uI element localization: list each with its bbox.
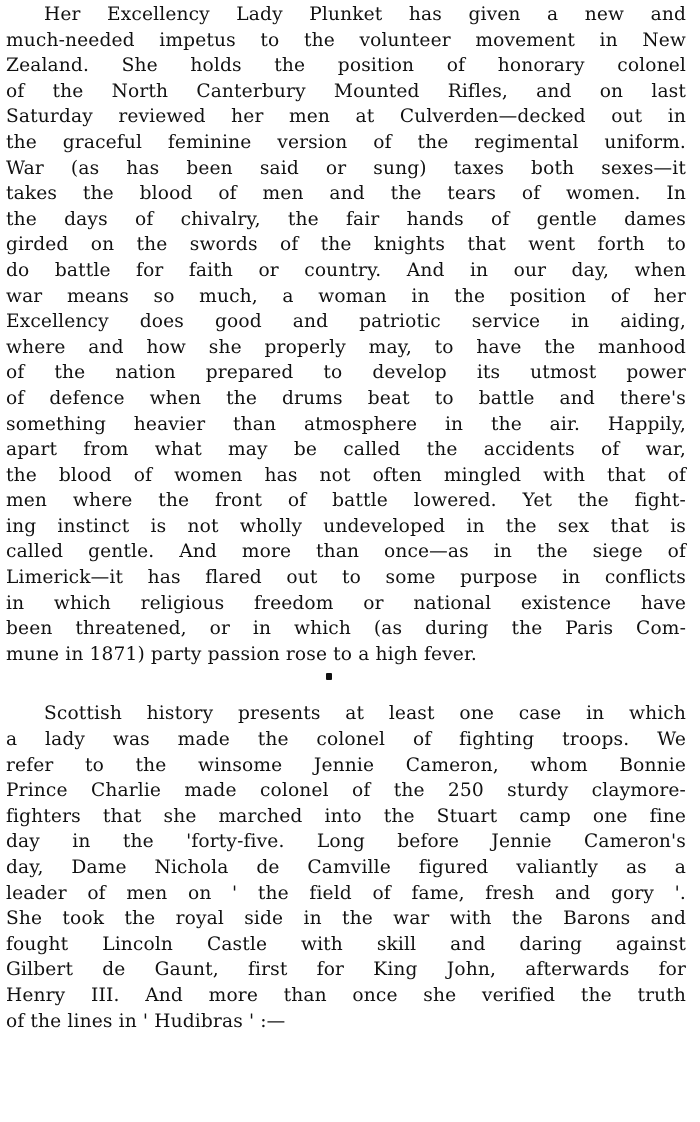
text-line: Gilbert de Gaunt, first for King John, afterwards for (6, 959, 686, 981)
text-line: day, Dame Nichola de Camville figured valiantly as a (6, 857, 686, 878)
text-line: the graceful feminine version of the regimental uniform. (6, 131, 686, 153)
text-line: something heavier than atmosphere in the air. Happily, (6, 413, 686, 435)
text-line: much-needed impetus to the volunteer movement in New (6, 29, 686, 51)
text-line: a lady was made the colonel of fighting troops. We (6, 729, 686, 751)
text-line: the blood of women has not often mingled with that of (6, 464, 686, 486)
text-line: Henry III. And more than once she verified the truth (6, 984, 686, 1006)
text-line: do battle for faith or country. And in our day, when (6, 259, 686, 281)
text-line: men where the front of battle lowered. Yet the fight- (6, 490, 686, 512)
text-line: ing instinct is not wholly undeveloped in the sex that is (6, 515, 686, 537)
text-line: Excellency does good and patriotic service in aiding, (6, 311, 686, 333)
text-line: of the lines in ' Hudibras ' :— (6, 1010, 286, 1032)
text-line: apart from what may be called the accidents of war, (6, 439, 686, 461)
text-line: Zealand. She holds the position of honorary colonel (6, 55, 686, 77)
text-line: fought Lincoln Castle with skill and daring against (6, 933, 686, 955)
text-line: called gentle. And more than once—as in the siege of (6, 541, 686, 563)
text-line: war means so much, a woman in the position of her (6, 285, 686, 307)
text-line: day in the 'forty-five. Long before Jennie Cameron's (6, 831, 686, 853)
text-line: where and how she properly may, to have the manhood (6, 336, 686, 358)
text-line: of defence when the drums beat to battle and there's (6, 387, 686, 409)
text-line: Limerick—it has flared out to some purpose in conflicts (6, 567, 686, 589)
text-line: of the nation prepared to develop its utmost power (6, 362, 686, 384)
text-line: Saturday reviewed her men at Culverden—decked out in (6, 106, 686, 128)
text-line: mune in 1871) party passion rose to a high fever. (6, 643, 477, 665)
paragraph-scottish-history (6, 701, 686, 1034)
text-line: Scottish history presents at least one case in which (44, 703, 686, 725)
separator-mark (326, 673, 332, 680)
text-line: fighters that she marched into the Stuart camp one fine (6, 805, 686, 827)
text-line: in which religious freedom or national existence have (6, 592, 686, 614)
text-line: of the North Canterbury Mounted Rifles, and on last (6, 80, 686, 102)
text-line: been threatened, or in which (as during the Paris Com- (6, 618, 686, 640)
text-line: the days of chivalry, the fair hands of gentle dames (6, 208, 686, 230)
text-line: leader of men on ' the field of fame, fresh and gory '. (6, 882, 686, 904)
section-separator (6, 667, 686, 701)
text-line: Prince Charlie made colonel of the 250 sturdy claymore- (6, 780, 686, 802)
text-line: refer to the winsome Jennie Cameron, whom Bonnie (6, 754, 686, 776)
text-line: takes the blood of men and the tears of women. In (6, 183, 686, 205)
text-line: War (as has been said or sung) taxes both sexes—it (6, 157, 686, 179)
article-page (6, 2, 686, 1034)
text-line: girded on the swords of the knights that went forth to (6, 234, 686, 256)
text-line: She took the royal side in the war with the Barons and (6, 908, 686, 930)
paragraph-lady-plunket (6, 2, 686, 667)
text-line: Her Excellency Lady Plunket has given a new and (44, 4, 686, 25)
